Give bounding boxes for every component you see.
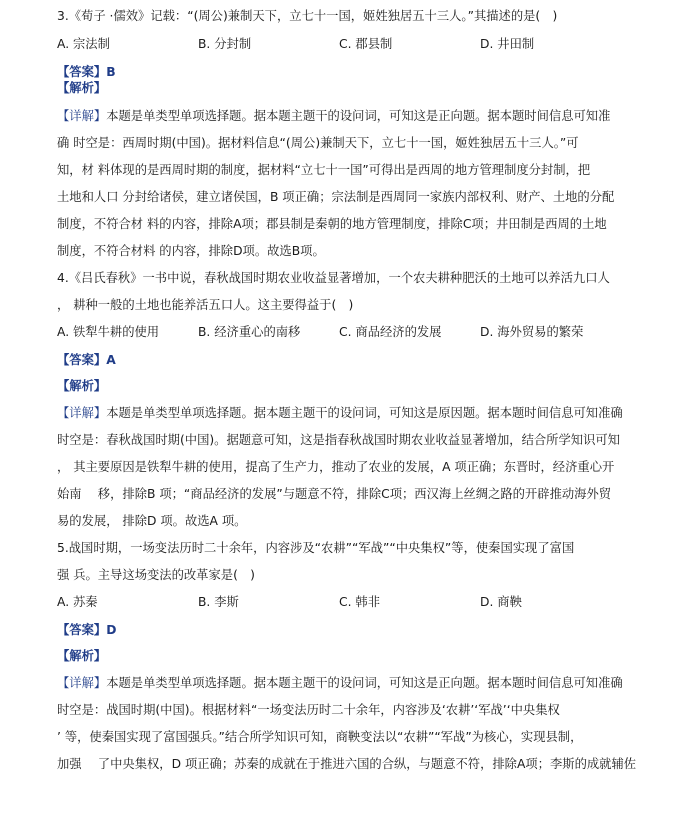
q4-option-b: B. 经济重心的南移: [198, 325, 301, 339]
q5-analysis-label: 【解析】: [57, 649, 107, 663]
q3-option-a: A. 宗法制: [57, 37, 110, 51]
q4-option-c: C. 商品经济的发展: [339, 325, 442, 339]
q5-option-a: A. 苏秦: [57, 595, 98, 609]
q3-stem: 3.《荀子 ·儒效》记载：“(周公)兼制天下，立七十一国，姬姓独居五十三人。”其描述的是( ): [57, 9, 558, 23]
q4-answer-value: A: [106, 353, 116, 367]
q3-option-b: B. 分封制: [198, 37, 252, 51]
q5-detail-line-4: 加强 了中央集权，D 项正确；苏秦的成就在于推进六国的合纵，与题意不符，排除A项；李斯的成就辅佐: [57, 757, 637, 771]
q3-detail-line-6: 制度，不符合材料 的内容，排除D项。故选B项。: [57, 244, 325, 258]
q5-detail-line-2: 时空是：战国时期(中国)。根据材料“一场变法历时二十余年，内容涉及‘农耕’‘军战’‘中央集权: [57, 703, 560, 717]
q5-option-b: B. 李斯: [198, 595, 239, 609]
q4-detail-line-5: 易的发展， 排除D 项。故选A 项。: [57, 514, 247, 528]
q5-option-c: C. 韩非: [339, 595, 380, 609]
q3-answer-label: 【答案】: [57, 65, 107, 79]
q3-detail-text-1: 本题是单类型单项选择题。据本题主题干的设问词，可知这是正向题。据本题时间信息可知准: [106, 109, 611, 123]
q4-stem-line-1: 4.《吕氏春秋》一书中说，春秋战国时期农业收益显著增加，一个农夫耕种肥沃的土地可以养活九口人: [57, 271, 610, 285]
q4-option-d: D. 海外贸易的繁荣: [480, 325, 584, 339]
q3-detail-label: 【详解】: [57, 109, 107, 123]
q3-answer-value: B: [106, 65, 116, 79]
q5-answer-value: D: [106, 623, 117, 637]
q5-detail-text-1: 本题是单类型单项选择题。据本题主题干的设问词，可知这是正向题。据本题时间信息可知准确: [106, 676, 623, 690]
q4-option-a: A. 铁犁牛耕的使用: [57, 325, 160, 339]
q4-detail-label: 【详解】: [57, 406, 107, 420]
q4-detail-line-1: [57, 405, 642, 421]
q5-detail-line-3: ’ 等，使秦国实现了富国强兵。”结合所学知识可知，商鞅变法以“农耕”“军战”为核心，实现县制，: [57, 730, 583, 744]
q3-analysis-label: 【解析】: [57, 81, 107, 95]
q4-analysis-label: 【解析】: [57, 379, 107, 393]
q4-detail-text-1: 本题是单类型单项选择题。据本题主题干的设问词，可知这是原因题。据本题时间信息可知准确: [106, 406, 623, 420]
q3-option-d: D. 井田制: [480, 37, 535, 51]
q5-detail-line-1: [57, 675, 642, 691]
q5-answer: [57, 622, 116, 638]
q3-answer: [57, 64, 116, 80]
q3-detail-line-3: 知，材 料体现的是西周时期的制度，据材料“立七十一国”可得出是西周的地方管理制度分封制，把: [57, 163, 591, 177]
q4-detail-line-3: ， 其主要原因是铁犁牛耕的使用，提高了生产力，推动了农业的发展，A 项正确；东晋时，经济重心开: [57, 460, 615, 474]
q5-option-d: D. 商鞅: [480, 595, 522, 609]
q3-detail-line-2: 确 时空是：西周时期(中国)。据材料信息“(周公)兼制天下，立七十一国，姬姓独居五十三人。”可: [57, 136, 579, 150]
q4-detail-line-2: 时空是：春秋战国时期(中国)。据题意可知，这是指春秋战国时期农业收益显著增加，结合所学知识可知: [57, 433, 620, 447]
q4-detail-line-4: 始南 移，排除B 项；“商品经济的发展”与题意不符，排除C项；西汉海上丝绸之路的开辟推动海外贸: [57, 487, 612, 501]
q4-stem-line-2: ， 耕种一般的土地也能养活五口人。这主要得益于( ): [57, 298, 354, 312]
q5-answer-label: 【答案】: [57, 623, 107, 637]
q3-detail-line-4: 土地和人口 分封给诸侯，建立诸侯国，B 项正确；宗法制是西周同一家族内部权利、财产、土地的分配: [57, 190, 615, 204]
q5-stem-line-1: 5.战国时期，一场变法历时二十余年，内容涉及“农耕”“军战”“中央集权”等，使秦国实现了富国: [57, 541, 575, 555]
q5-stem-line-2: 强 兵。主导这场变法的改革家是( ): [57, 568, 255, 582]
q3-option-c: C. 郡县制: [339, 37, 393, 51]
q3-detail-line-1: [57, 108, 642, 124]
q4-answer-label: 【答案】: [57, 353, 107, 367]
q3-detail-line-5: 制度，不符合材 料的内容，排除A项；郡县制是秦朝的地方管理制度，排除C项；井田制是西周的土地: [57, 217, 607, 231]
q5-detail-label: 【详解】: [57, 676, 107, 690]
q4-answer: [57, 352, 116, 368]
